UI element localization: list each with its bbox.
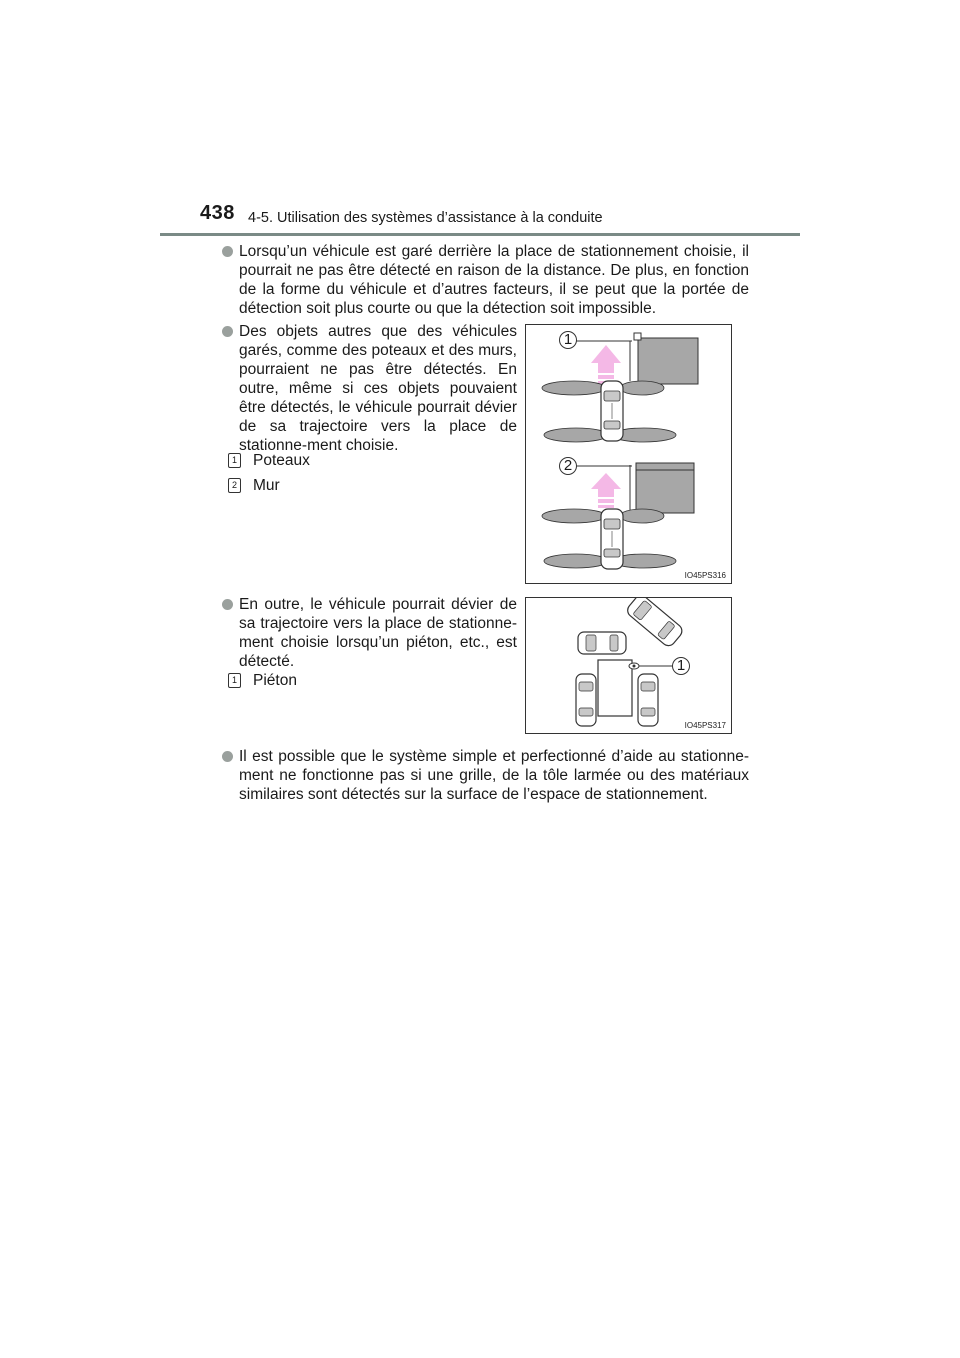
figure-illustration [526, 598, 731, 733]
bullet-icon [222, 246, 233, 257]
legend-label: Piéton [253, 672, 297, 689]
bullet-item [222, 322, 517, 455]
bullet-item [222, 242, 749, 318]
legend-item-pedestrian [228, 671, 297, 690]
bullet-text: Des objets autres que des véhicules garés, comme des poteaux et des murs, pourraient ne pas être détectés. En outre, même si ces objets pouvaient être détectés, le véhicule pourrait dévier de sa trajectoire vers la place de stationne-ment choisie. [239, 323, 517, 454]
number-badge: 2 [228, 478, 241, 493]
figure-illustration [526, 325, 731, 583]
callout-2: 2 [559, 457, 577, 475]
callout-1: 1 [559, 331, 577, 349]
bullet-text: En outre, le véhicule pourrait dévier de sa trajectoire vers la place de stationne-ment choisie lorsqu’un piéton, etc., est détecté. [239, 596, 517, 670]
bullet-item [222, 747, 749, 804]
figure-poles-wall [525, 324, 732, 584]
figure-code: IO45PS316 [684, 571, 726, 580]
number-badge: 1 [228, 673, 241, 688]
number-badge: 1 [228, 453, 241, 468]
bullet-icon [222, 751, 233, 762]
legend-item-poles [228, 451, 310, 470]
legend-item-wall [228, 476, 280, 495]
header-rule [160, 233, 800, 236]
legend-label: Poteaux [253, 452, 310, 469]
bullet-icon [222, 326, 233, 337]
page-number: 438 [200, 202, 235, 224]
bullet-text: Il est possible que le système simple et perfectionné d’aide au stationne-ment ne fonctionne pas si une grille, de la tôle larmée ou des matériaux similaires sont détectés sur la surface de l’espace de stationnement. [239, 748, 749, 803]
figure-code: IO45PS317 [684, 721, 726, 730]
section-title: 4-5. Utilisation des systèmes d’assistance à la conduite [248, 210, 603, 226]
legend-label: Mur [253, 477, 280, 494]
bullet-item [222, 595, 517, 671]
figure-pedestrian [525, 597, 732, 734]
callout-1: 1 [672, 657, 690, 675]
bullet-text: Lorsqu’un véhicule est garé derrière la place de stationnement choisie, il pourrait ne pas être détecté en raison de la distance. De plus, en fonction de la forme du véhicule et d’autres facteurs, il se peut que la portée de détection soit plus courte ou que la détection soit impossible. [239, 243, 749, 317]
bullet-icon [222, 599, 233, 610]
